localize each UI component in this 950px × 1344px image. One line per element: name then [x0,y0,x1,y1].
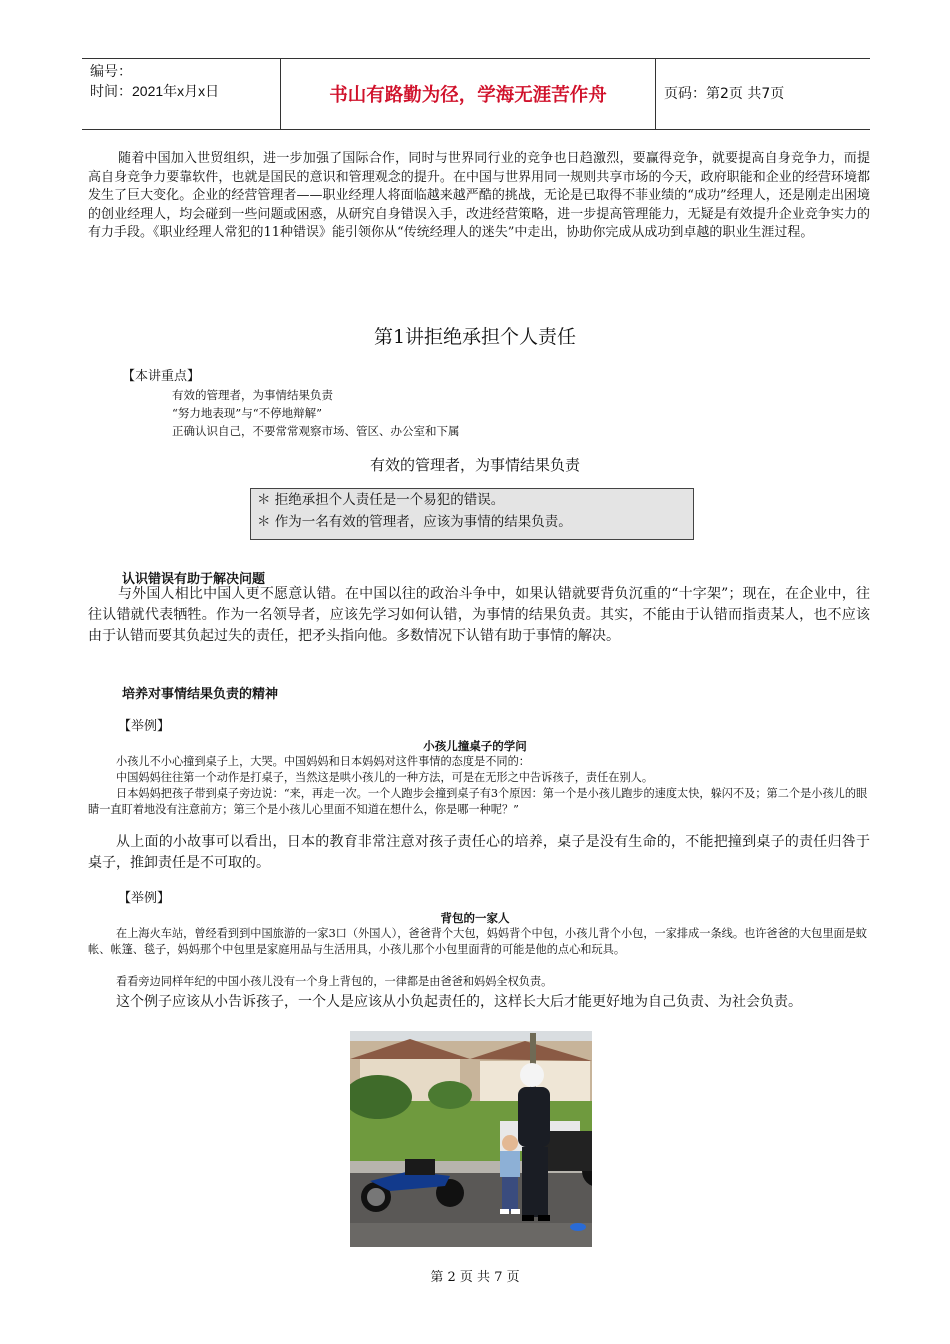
story-line: 日本妈妈把孩子带到桌子旁边说：“来，再走一次。一个人跑步会撞到桌子有3个原因：第一个是小孩儿跑步的速度太快，躲闪不及；第二个是小孩儿的眼睛一直盯着地没有注意前方；第三个是小孩儿心里面不知道在想什么，你是哪一种呢？” [88,787,868,816]
intro-paragraph: 随着中国加入世贸组织，进一步加强了国际合作，同时与世界同行业的竞争也日趋激烈，要赢得竞争，就要提高自身竞争力，而提高自身竞争力要靠软件，也就是国民的意识和管理观念的提升。在中国与世界用同一规则共享市场的今天，政府职能和企业的经营环境都发生了巨大变化。企业的经营管理者——职业经理人将面临越来越严酷的挑战，无论是已取得不菲业绩的“成功”经理人，还是刚走出困境的创业经理人，均会碰到一些问题或困惑，从研究自身错误入手，改进经营策略，进一步提高管理能力，无疑是有效提升企业竞争实力的有力手段。《职业经理人常犯的11种错误》能引领你从“传统经理人的迷失”中走出，协助你完成从成功到卓越的职业生涯过程。 [88,151,870,240]
page-header [82,58,870,130]
key-points-label: 【本讲重点】 [122,369,201,384]
story-line: 在上海火车站，曾经看到到中国旅游的一家3口（外国人），爸爸背个大包，妈妈背个中包，小孩儿背个小包，一家排成一条线。也许爸爸的大包里面是蚊帐、帐篷、毯子，妈妈那个中包里是家庭用品与生活用具，小孩儿那个小包里面背的可能是他的点心和玩具。 [88,927,868,956]
police-child-photo [350,1031,592,1247]
key-point-item: 正确认识自己，不要常常观察市场、管区、办公室和下属 [172,424,460,438]
summary-box [250,488,694,540]
story-line: 看看旁边同样年纪的中国小孩儿没有一个身上背包的，一律都是由爸爸和妈妈全权负责。 [116,975,553,988]
key-point-item: 有效的管理者，为事情结果负责 [172,388,333,402]
header-page-info: 页码：第2页 共7页 [664,86,785,102]
header-meta [90,61,280,101]
story-line: 小孩儿不小心撞到桌子上，大哭。中国妈妈和日本妈妈对这件事情的态度是不同的： [116,755,530,768]
subheading: 培养对事情结果负责的精神 [122,687,279,702]
example-label: 【举例】 [118,719,171,734]
body-paragraph: 从上面的小故事可以看出，日本的教育非常注意对孩子责任心的培养，桌子是没有生命的，不能把撞到桌子的责任归咎于桌子，推卸责任是不可取的。 [88,834,870,871]
story-line: 中国妈妈往往第一个动作是打桌子，当然这是哄小孩儿的一种方法，可是在无形之中告诉孩子，责任在别人。 [116,771,654,784]
body-paragraph: 与外国人相比中国人更不愿意认错。在中国以往的政治斗争中，如果认错就要背负沉重的“十字架”；现在，在企业中，往往认错就代表牺牲。作为一名领导者，应该先学习如何认错，为事情的结果负责。其实，不能由于认错而指责某人，也不应该由于认错而要其负起过失的责任，把矛头指向他。多数情况下认错有助于事情的解决。 [88,586,870,644]
time-label: 时间：2021年x月x日 [90,83,220,99]
lecture-title: 第1讲拒绝承担个人责任 [373,326,577,348]
summary-item: ＊ 拒绝承担个人责任是一个易犯的错误。 [257,492,505,508]
photo [350,1031,592,1247]
header-motto: 书山有路勤为径，学海无涯苦作舟 [280,59,656,129]
subheading: 认识错误有助于解决问题 [122,572,266,587]
story-title: 背包的一家人 [440,911,510,925]
summary-item: ＊ 作为一名有效的管理者，应该为事情的结果负责。 [257,514,572,530]
number-label: 编号： [90,63,132,79]
section-title: 有效的管理者，为事情结果负责 [369,456,580,474]
body-paragraph: 这个例子应该从小告诉孩子，一个人是应该从小负起责任的，这样长大后才能更好地为自己负责、为社会负责。 [116,994,802,1010]
example-label: 【举例】 [118,891,171,906]
key-point-item: “努力地表现”与“不停地辩解” [172,406,323,420]
story-title: 小孩儿撞桌子的学问 [423,739,527,753]
page-footer: 第 2 页 共 7 页 [430,1270,520,1285]
